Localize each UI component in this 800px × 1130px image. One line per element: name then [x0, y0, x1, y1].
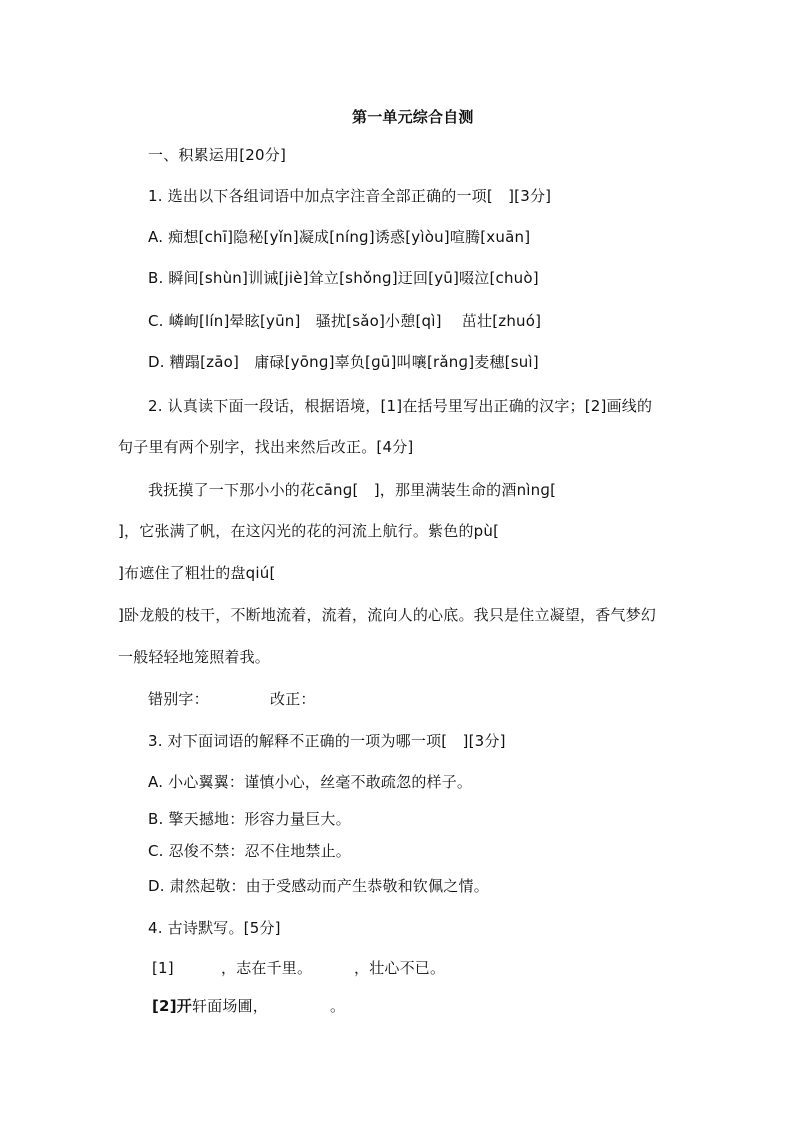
- question-2-stem-line1: 2. 认真读下面一段话，根据语境，[1]在括号里写出正确的汉字；[2]画线的: [148, 397, 653, 415]
- poem-item-2-number: [2]开: [152, 997, 192, 1015]
- question-1-option-d: D. 糟蹋[zāo] 庸碌[yōnɡ]辜负[ɡū]叫嚷[rǎnɡ]麦穗[suì]: [148, 353, 539, 371]
- section-heading: 一、积累运用[20分]: [148, 146, 286, 164]
- typo-label: 错别字：: [148, 690, 209, 708]
- passage-line: 我抚摸了一下那小小的花cānɡ[ ]，那里满装生命的酒nìnɡ[: [148, 481, 557, 499]
- question-1-stem: 1. 选出以下各组词语中加点字注音全部正确的一项[ ][3分]: [148, 187, 552, 205]
- question-3-stem: 3. 对下面词语的解释不正确的一项为哪一项[ ][3分]: [148, 732, 506, 750]
- poem-item-1-part: ，志在千里。: [221, 959, 313, 977]
- passage-line: 一般轻轻地笼照着我。: [118, 648, 271, 666]
- poem-item-2-start: [152, 996, 268, 1016]
- poem-item-2-text: 轩面场圃，: [191, 997, 268, 1015]
- poem-item-1-part: ，壮心不已。: [354, 959, 446, 977]
- question-2-stem-line2: 句子里有两个别字，找出来然后改正。[4分]: [118, 438, 414, 456]
- passage-line: ]布遮住了粗壮的盘qiú[: [118, 564, 276, 582]
- question-4-stem: 4. 古诗默写。[5分]: [148, 919, 281, 937]
- document-title: 第一单元综合自测: [352, 108, 474, 126]
- question-1-option-b: B. 瞬间[shùn]训诫[jiè]耸立[shǒnɡ]迂回[yū]啜泣[chuò]: [148, 269, 539, 287]
- passage-line: ]，它张满了帆，在这闪光的花的河流上航行。紫色的pù[: [118, 522, 500, 540]
- question-3-option-b: B. 擎天撼地：形容力量巨大。: [148, 810, 351, 828]
- poem-item-1-number: [1]: [152, 959, 174, 977]
- question-1-option-c: C. 嶙峋[lín]晕眩[yūn] 骚扰[sǎo]小憩[qì] 茁壮[zhuó]: [148, 312, 542, 330]
- passage-line: ]卧龙般的枝干，不断地流着，流着，流向人的心底。我只是住立凝望，香气梦幻: [118, 606, 657, 624]
- question-3-option-d: D. 肃然起敬：由于受感动而产生恭敬和钦佩之情。: [148, 877, 489, 895]
- question-1-option-a: A. 痴想[chī]隐秘[yǐn]凝成[nínɡ]诱惑[yìòu]喧腾[xuān]: [148, 228, 531, 246]
- question-3-option-c: C. 忍俊不禁：忍不住地禁止。: [148, 842, 352, 860]
- poem-item-2-end: 。: [330, 997, 346, 1015]
- question-3-option-a: A. 小心翼翼：谨慎小心，丝毫不敢疏忽的样子。: [148, 773, 473, 791]
- correction-label: 改正：: [270, 690, 316, 708]
